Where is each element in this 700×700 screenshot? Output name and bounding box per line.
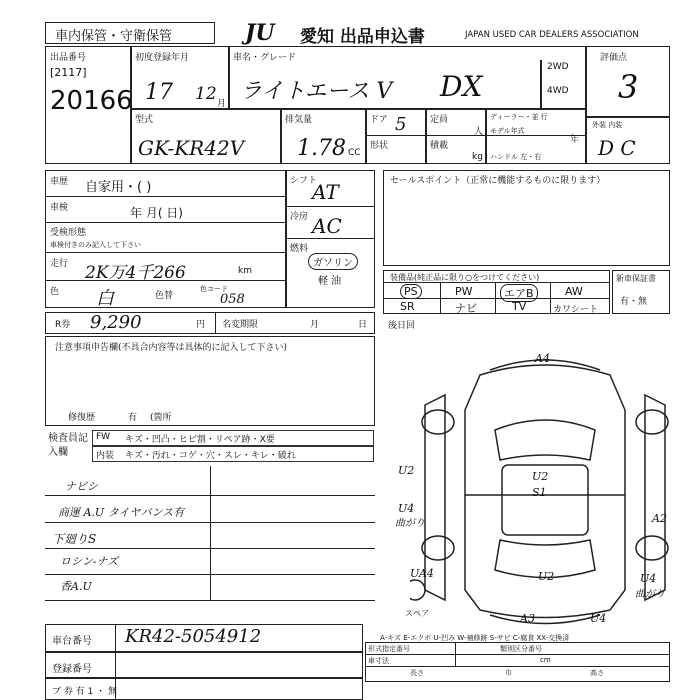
equip-tv: TV <box>512 300 527 313</box>
equip-sr: SR <box>400 300 415 313</box>
grade-score: 3 <box>618 68 639 106</box>
vehicle-name-label: 車名・グレード <box>233 53 297 63</box>
mileage-unit: km <box>238 266 252 276</box>
model-code-label: 型式 <box>135 115 154 125</box>
type-number-label: 形式指定番号 <box>368 645 410 653</box>
reg-number-label: 登録番号 <box>52 664 92 675</box>
grade-label: 評価点 <box>600 53 628 63</box>
selling-points-label: セールスポイント（正常に機能するものに限ります） <box>390 176 606 186</box>
capacity-label: 定員 <box>430 115 449 125</box>
model-code: GK-KR42V <box>138 136 245 160</box>
first-reg-month-unit: 月 <box>217 99 227 109</box>
inspection-label: 車検 <box>50 203 69 213</box>
displacement-value: 1.78 <box>297 136 346 161</box>
repair-value: 有 <box>128 413 138 423</box>
mark-spare: スペア <box>405 609 429 618</box>
shift-value: AT <box>312 180 339 204</box>
form-title: 愛知 出品申込書 <box>300 27 425 47</box>
vehicle-name: ライトエース V <box>240 79 393 104</box>
after-label: 後日回 <box>388 321 416 331</box>
shift-label: シフト <box>290 176 318 186</box>
usage-value: 自家用・( ) <box>85 180 152 195</box>
storage-label: 車内保管・守衛保管 <box>55 29 173 44</box>
vehicle-grade: DX <box>440 70 483 103</box>
equip-pw: PW <box>455 285 473 298</box>
mark-s1-center: S1 <box>532 486 547 499</box>
model-year-unit: 年 <box>570 135 580 145</box>
displacement-unit: CC <box>348 148 361 158</box>
inspector-label: 検査員記入欄 <box>48 433 88 458</box>
name-change-label: 名変期限 <box>222 320 259 330</box>
remark-2: 商運 A.U タイヤバンス有 <box>58 506 185 519</box>
notes-label: 注意事項申告欄(不具合内容等は具体的に記入して下さい) <box>55 343 288 353</box>
load-label: 積載 <box>430 141 449 151</box>
lot-number: 20166 <box>50 86 133 116</box>
association-name: JAPAN USED CAR DEALERS ASSOCIATION <box>465 30 639 40</box>
displacement-label: 排気量 <box>285 115 313 125</box>
width-label: 巾 <box>505 669 512 677</box>
mark-a2-right: A2 <box>652 512 667 525</box>
fuel-label: 燃料 <box>290 244 309 254</box>
chassis-label: 車台番号 <box>52 636 92 647</box>
new-car-warranty-options: 有・無 <box>620 297 648 307</box>
mark-u4-right: U4 <box>640 572 657 585</box>
repair-location: (箇所 <box>150 413 172 423</box>
capacity-unit: 人 <box>474 127 484 137</box>
color-code-label: 色コード <box>200 285 228 293</box>
interior-items: キズ・汚れ・コゲ・穴・スレ・キレ・破れ <box>125 451 296 461</box>
first-reg-label: 初度登録年月 <box>135 53 190 63</box>
chassis-value: KR42-5054912 <box>125 626 262 647</box>
handle-label: ハンドル 左・右 <box>490 153 542 161</box>
length-label: 長さ <box>410 669 424 677</box>
equip-aw: AW <box>565 285 583 298</box>
load-unit: kg <box>472 152 483 162</box>
ext-int-label: 外装 内装 <box>592 121 623 129</box>
usage-label: 車歴 <box>50 177 69 187</box>
mark-u4-bottom: U4 <box>590 612 607 625</box>
mark-u2-bottom: U2 <box>538 570 555 583</box>
doors-label: ドア <box>370 115 388 125</box>
reg-number-box <box>45 652 363 678</box>
equip-navi: ナビ <box>455 302 477 315</box>
new-car-warranty-label: 新車保証書 <box>616 274 656 283</box>
first-reg-month: 12 <box>195 84 217 104</box>
equip-ps: PS <box>400 284 422 299</box>
fw-items: キズ・凹凸・ヒビ割・リペア跡・X要 <box>125 435 275 445</box>
drive-4wd: 4WD <box>547 86 569 96</box>
dimensions-label: 車寸法 <box>368 657 389 665</box>
mileage-label: 走行 <box>50 259 69 269</box>
mark-magari-right: 曲がり <box>635 589 665 600</box>
fuel-gas: ガソリン <box>308 253 358 270</box>
interior-label: 内装 <box>96 451 115 461</box>
mark-u2-center: U2 <box>532 470 549 483</box>
recycle-unit: 円 <box>196 320 206 330</box>
height-label: 高さ <box>590 669 604 677</box>
shape-label: 形状 <box>370 141 389 151</box>
lot-bracket-code: [2117] <box>50 66 87 79</box>
color-code: 058 <box>220 292 245 307</box>
warranty-label: 受検形態 <box>50 228 87 238</box>
recycle-label: R券 <box>55 320 71 330</box>
lot-label: 出品番号 <box>50 53 87 63</box>
color-value: 白 <box>96 288 114 309</box>
bottom-row: ブ 券 有 1 ・ 無 <box>52 687 118 697</box>
cm-unit: cm <box>540 656 551 664</box>
recycle-value: 9,290 <box>90 312 142 333</box>
remark-5: 香A.U <box>60 580 92 593</box>
equip-airbag: エアB <box>500 284 538 302</box>
color-change-label: 色替 <box>155 291 174 301</box>
model-year-label: モデル年式 <box>490 127 525 135</box>
fw-label: FW <box>96 432 111 442</box>
color-label: 色 <box>50 287 60 297</box>
mark-u4-left: U4 <box>398 502 415 515</box>
dealer-label: ディーラー・並 行 <box>490 113 548 121</box>
ac-label: 冷房 <box>290 212 309 222</box>
mileage-value: 2K万4千266 <box>85 263 186 283</box>
remark-3: 下廻りS <box>52 532 97 546</box>
repair-label: 修復歴 <box>68 413 96 423</box>
inspection-value: 年 月( 日) <box>130 206 183 220</box>
ext-int-values: D C <box>598 136 636 160</box>
doors-value: 5 <box>395 114 407 135</box>
mark-u2-left: U2 <box>398 464 415 477</box>
drive-2wd: 2WD <box>547 62 569 72</box>
first-reg-year: 17 <box>145 80 173 105</box>
ac-value: AC <box>312 214 342 238</box>
equip-seat: カワシート <box>553 305 599 315</box>
brand-logo: JU <box>245 20 275 46</box>
remark-4: ロシン-ナズ <box>60 555 119 568</box>
warranty-note: 車検付きのみ記入して下さい <box>50 241 141 249</box>
damage-legend: A-キズ E-エクボ U-凹み W-補修跡 S-サビ C-腐食 XX-交換済 <box>380 634 570 642</box>
mark-a4-top: A4 <box>535 352 550 365</box>
name-change-month: 月 <box>310 320 320 330</box>
remark-1: ナビシ <box>65 480 98 493</box>
class-number-label: 類別区分番号 <box>500 645 542 653</box>
equipment-label: 装備品(純正品に限り○をつけてください) <box>390 273 540 282</box>
name-change-day: 日 <box>358 320 368 330</box>
fuel-diesel: 軽 油 <box>318 276 342 287</box>
mark-magari-left: 曲がり <box>395 518 425 529</box>
mark-ua4: UA4 <box>410 567 434 580</box>
mark-a3: A3 <box>520 612 535 625</box>
